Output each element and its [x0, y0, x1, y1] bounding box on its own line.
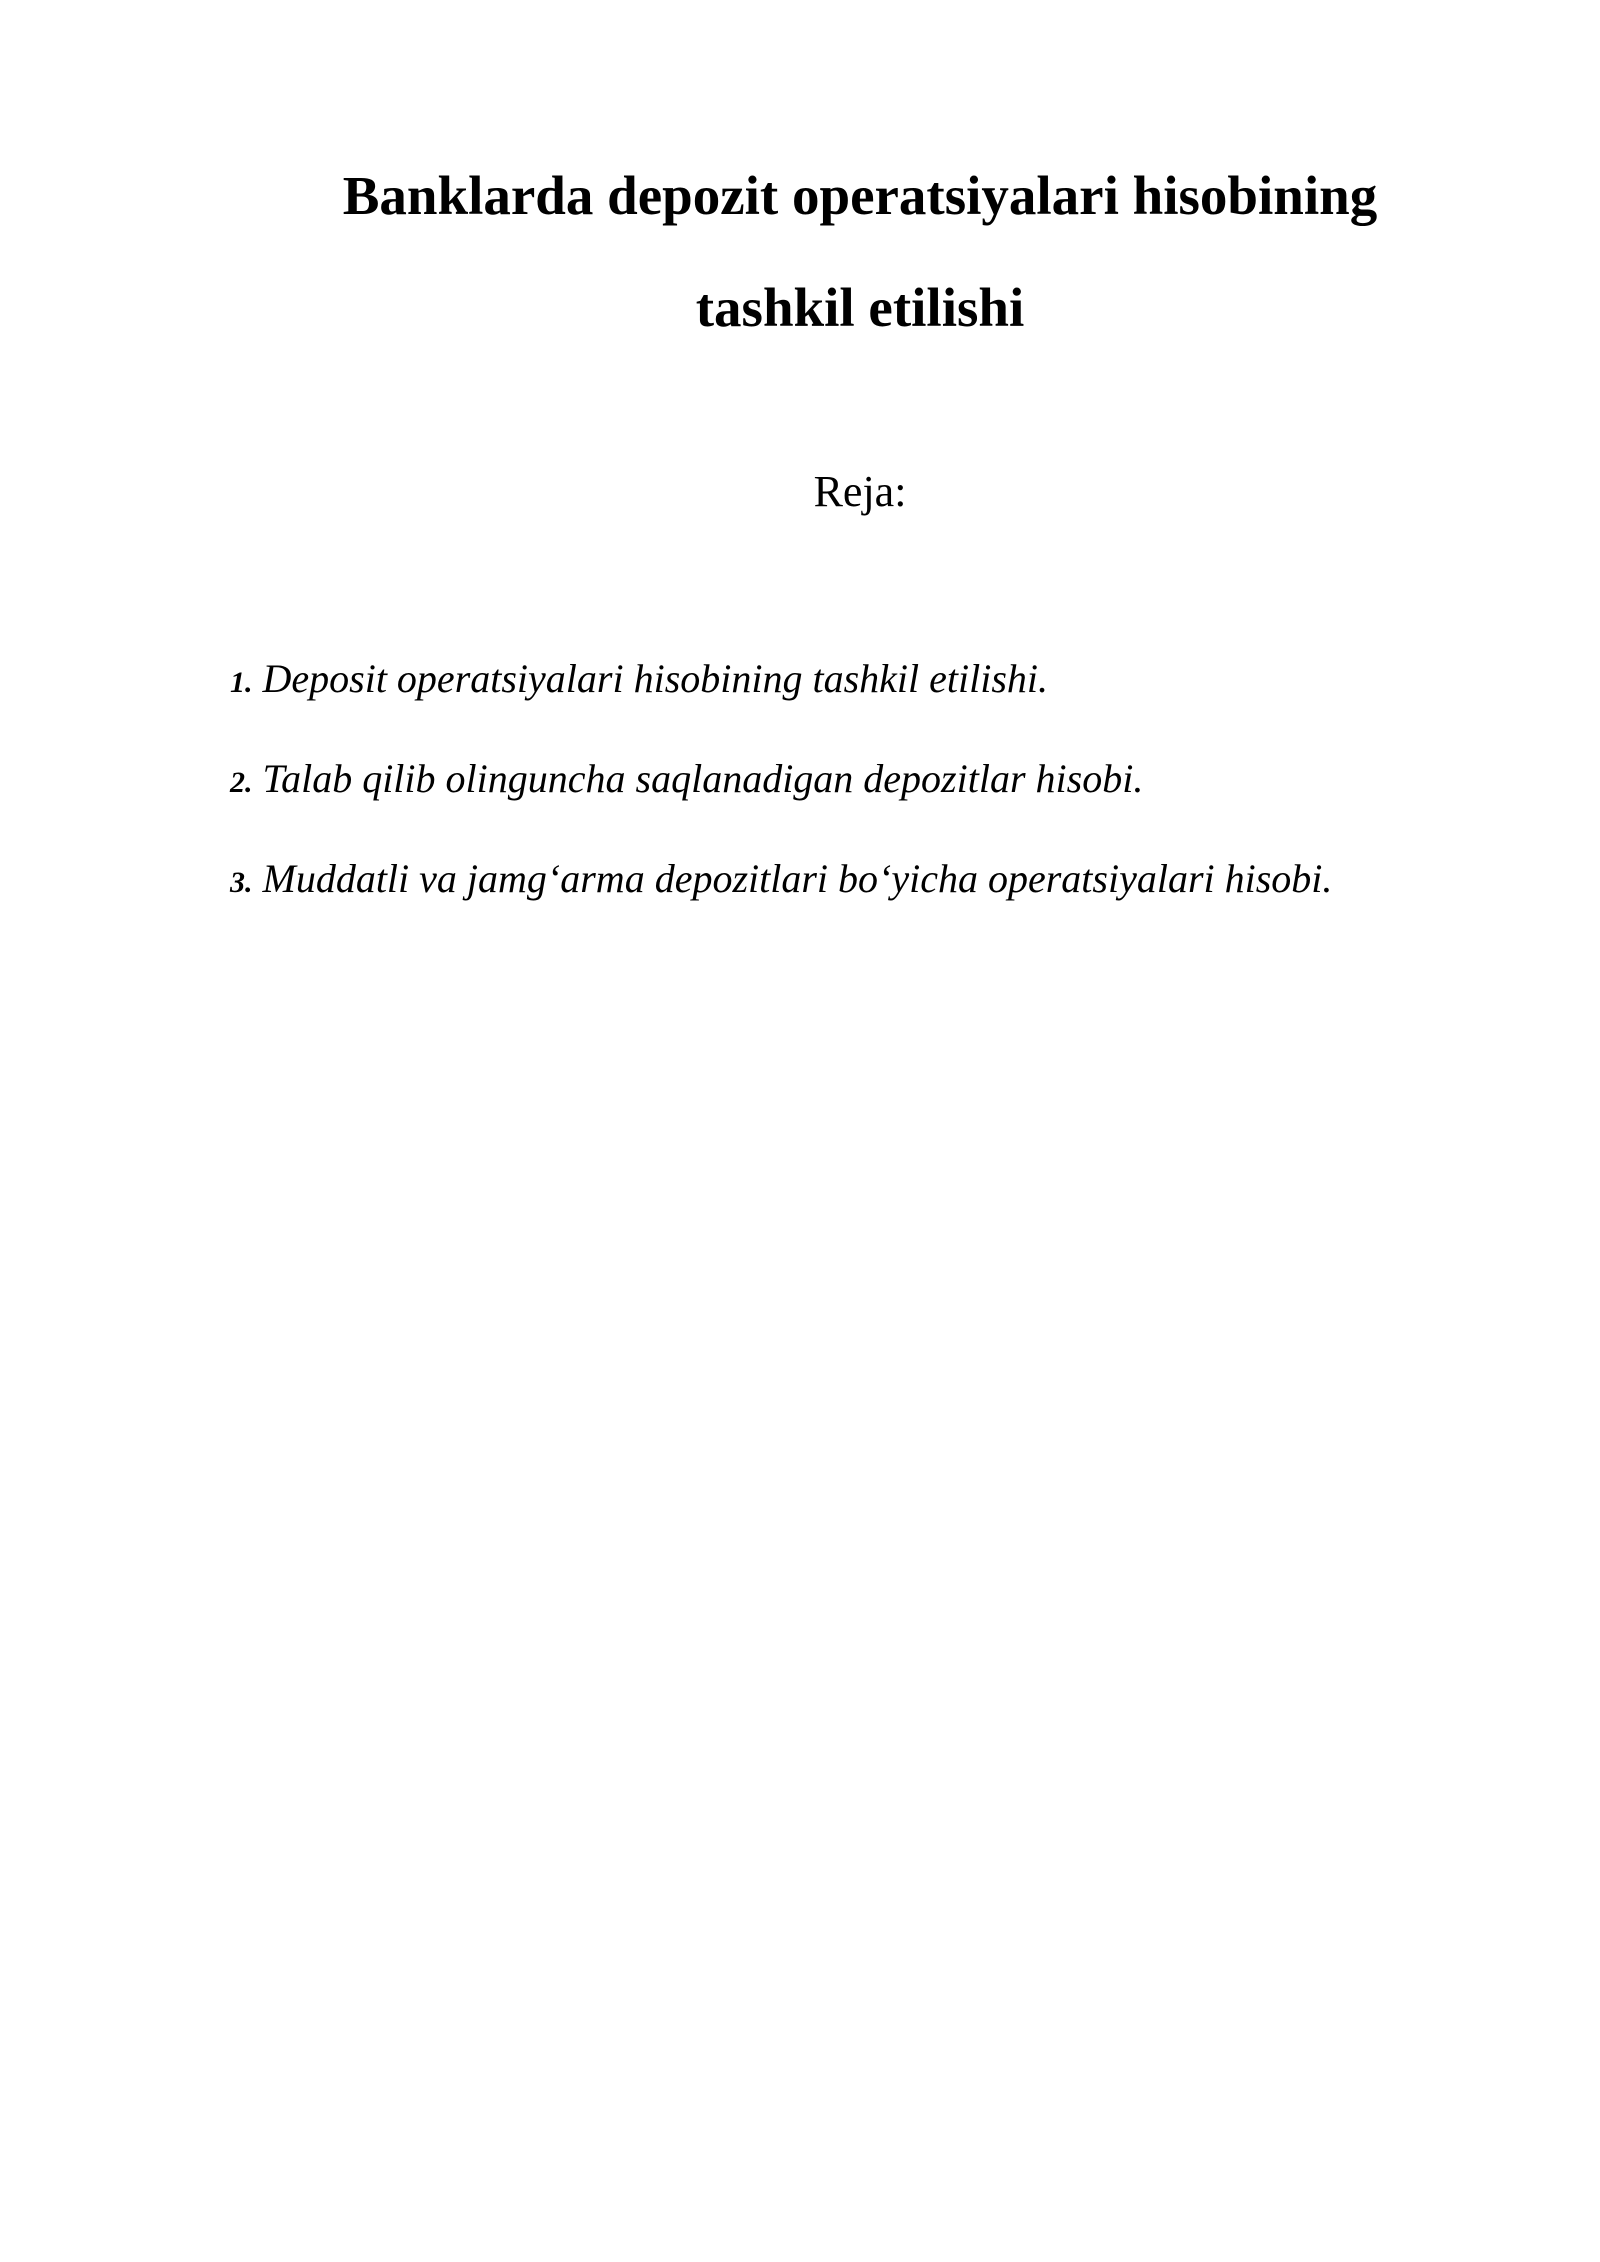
- plan-item-number: 2.: [230, 766, 253, 799]
- plan-item-text: Deposit operatsiyalari hisobining tashkil etilishi.: [262, 656, 1049, 701]
- plan-list: [230, 655, 1480, 955]
- plan-item-number: 3.: [230, 866, 253, 899]
- plan-item: [230, 855, 1480, 907]
- document-title-line-1: Banklarda depozit operatsiyalari hisobining: [342, 165, 1378, 226]
- document-title: [285, 140, 1435, 364]
- document-title-line-2: tashkil etilishi: [695, 277, 1025, 338]
- plan-item: [230, 655, 1480, 707]
- plan-item-number: 1.: [230, 666, 253, 699]
- plan-heading: Reja:: [813, 467, 907, 516]
- plan-item-text: Muddatli va jamg‘arma depozitlari bo‘yicha operatsiyalari hisobi.: [262, 856, 1333, 901]
- plan-item-text: Talab qilib olinguncha saqlanadigan depozitlar hisobi.: [262, 756, 1144, 801]
- plan-item: [230, 755, 1480, 807]
